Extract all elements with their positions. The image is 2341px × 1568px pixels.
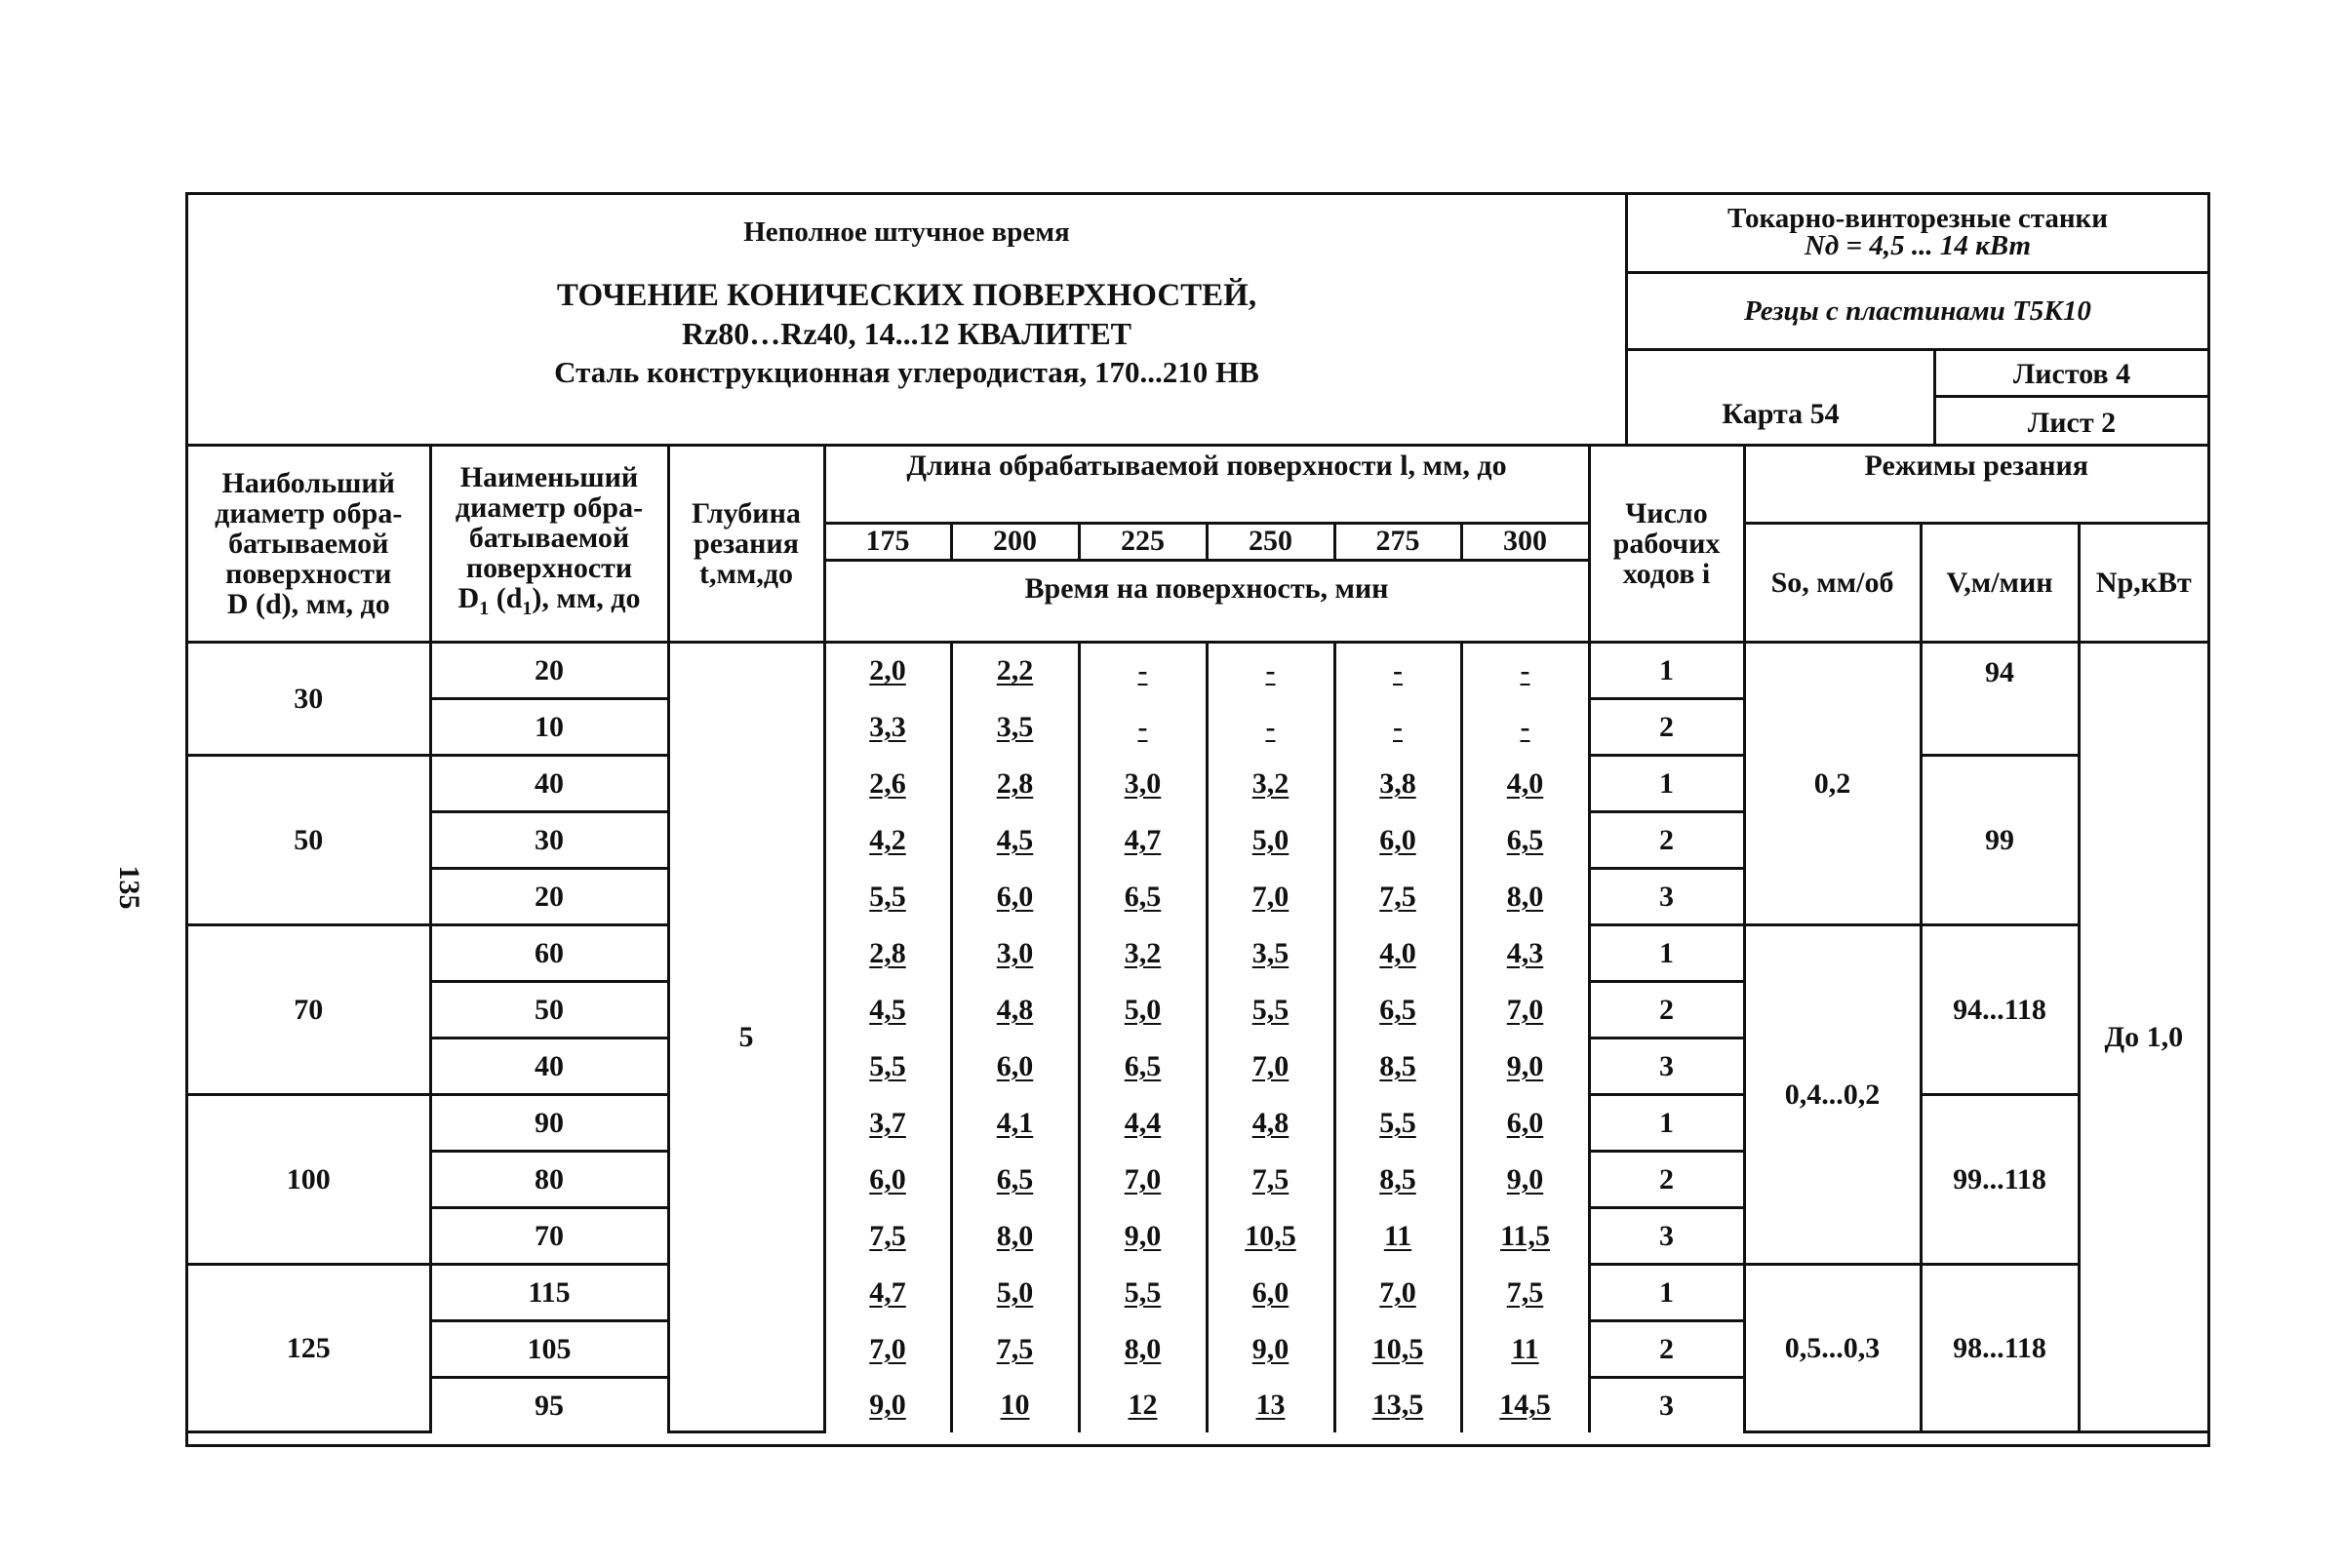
time-number: 3,2 — [1251, 766, 1290, 800]
length-200: 200 — [951, 523, 1079, 560]
time-number: 8,5 — [1379, 1162, 1416, 1196]
header-line: батываемой — [468, 522, 630, 555]
time-number: 11,5 — [1500, 1219, 1550, 1252]
time-number: 9,0 — [1251, 1332, 1290, 1365]
time-value — [951, 1264, 1079, 1320]
time-number: 5,0 — [1251, 823, 1290, 856]
machine-type — [1628, 195, 2207, 274]
time-number: 6,0 — [1251, 1275, 1290, 1309]
time-value — [1334, 1377, 1461, 1432]
time-number: 7,5 — [869, 1219, 906, 1252]
time-number: 13,5 — [1371, 1388, 1424, 1421]
min-diameter-value: 115 — [430, 1264, 668, 1320]
time-number: 2,8 — [996, 766, 1034, 800]
speed-value: 94...118 — [1921, 924, 2079, 1094]
time-value — [824, 1094, 951, 1151]
header-line: рабочих — [1612, 527, 1721, 560]
machine-power: Nд = 4,5 ... 14 кВт — [1804, 230, 2032, 261]
passes-value: 2 — [1589, 698, 1744, 755]
table-row — [188, 1264, 2207, 1320]
passes-value: 2 — [1589, 1320, 1744, 1377]
time-value — [1334, 811, 1461, 868]
header-line: Глубина — [692, 496, 801, 529]
header-line: Наибольший — [221, 466, 395, 499]
time-number: 2,2 — [996, 654, 1034, 687]
min-diameter-value: 70 — [430, 1207, 668, 1264]
time-number: 9,0 — [1506, 1162, 1544, 1196]
time-value — [1334, 755, 1461, 811]
time-value — [824, 1320, 951, 1377]
time-number: 4,3 — [1506, 936, 1544, 969]
time-number: 4,1 — [996, 1106, 1034, 1139]
header-line: D (d), мм, до — [226, 587, 390, 620]
time-number: 10 — [1000, 1388, 1030, 1421]
machine-name: Токарно-винторезные станки — [1727, 203, 2108, 234]
time-value — [951, 981, 1079, 1038]
passes-value: 2 — [1589, 981, 1744, 1038]
time-number: 3,3 — [869, 710, 906, 743]
card-title-quality: Rz80…Rz40, 14...12 КВАЛИТЕТ — [681, 316, 1132, 351]
time-value — [1334, 924, 1461, 981]
time-value — [1207, 1038, 1334, 1094]
time-number: 4,8 — [1251, 1106, 1290, 1139]
time-value — [1461, 924, 1589, 981]
time-value — [951, 924, 1079, 981]
passes-value: 3 — [1589, 868, 1744, 924]
time-value — [1334, 642, 1461, 698]
time-value — [1334, 1151, 1461, 1207]
speed-value: 99 — [1921, 755, 2079, 924]
time-value — [824, 868, 951, 924]
passes-value: 1 — [1589, 642, 1744, 698]
time-value — [1079, 1038, 1207, 1094]
header-line: $D_1$ $(d_1)$, мм, до — [457, 582, 641, 620]
max-diameter-value: 50 — [188, 755, 430, 924]
time-value — [1461, 1320, 1589, 1377]
time-number: - — [1393, 710, 1403, 743]
header-line: Число — [1625, 496, 1708, 529]
passes-value: 1 — [1589, 755, 1744, 811]
time-value — [1461, 1377, 1589, 1432]
time-value — [1207, 1207, 1334, 1264]
time-value — [1461, 1264, 1589, 1320]
time-number: - — [1265, 654, 1276, 687]
time-number: 4,5 — [996, 823, 1034, 856]
time-value — [824, 924, 951, 981]
time-value — [1461, 698, 1589, 755]
time-number: 4,7 — [1124, 823, 1162, 856]
header-line: диаметр обра- — [455, 491, 644, 525]
time-number: 5,0 — [996, 1275, 1034, 1309]
length-225: 225 — [1079, 523, 1207, 560]
time-number: 6,0 — [996, 1049, 1034, 1082]
time-value — [1079, 981, 1207, 1038]
time-number: 3,0 — [996, 936, 1034, 969]
min-diameter-value: 10 — [430, 698, 668, 755]
min-diameter-value: 40 — [430, 1038, 668, 1094]
time-value — [1334, 1264, 1461, 1320]
time-number: 7,0 — [869, 1332, 906, 1365]
time-number: 7,5 — [1379, 880, 1416, 913]
power-header: Nр,кВт — [2079, 523, 2207, 642]
time-number: 6,0 — [1506, 1106, 1544, 1139]
time-value — [1461, 1038, 1589, 1094]
time-value — [1079, 811, 1207, 868]
time-value — [1079, 1377, 1207, 1432]
time-value — [1334, 698, 1461, 755]
norm-card — [185, 192, 2210, 1447]
min-diameter-value: 30 — [430, 811, 668, 868]
time-value — [951, 1320, 1079, 1377]
time-number: 8,0 — [1506, 880, 1544, 913]
card-title-block — [188, 195, 1628, 444]
length-300: 300 — [1461, 523, 1589, 560]
time-value — [1461, 811, 1589, 868]
min-diameter-value: 20 — [430, 868, 668, 924]
time-number: 8,0 — [1124, 1332, 1162, 1365]
feed-header: So, мм/об — [1744, 523, 1921, 642]
time-value — [951, 868, 1079, 924]
time-number: 9,0 — [1124, 1219, 1162, 1252]
time-value — [1207, 924, 1334, 981]
time-number: 4,2 — [869, 823, 906, 856]
time-value — [1461, 1207, 1589, 1264]
time-number: - — [1137, 710, 1148, 743]
time-number: 8,5 — [1379, 1049, 1416, 1082]
time-number: 11 — [1383, 1219, 1412, 1252]
time-value — [824, 1207, 951, 1264]
depth-value: 5 — [668, 642, 824, 1432]
time-number: 5,0 — [1124, 993, 1162, 1026]
header-line: резания — [694, 527, 799, 560]
min-diameter-value: 50 — [430, 981, 668, 1038]
sheets-total: Листов 4 — [1936, 351, 2207, 398]
time-number: 7,5 — [996, 1332, 1034, 1365]
time-value — [1079, 1320, 1207, 1377]
time-value — [1079, 755, 1207, 811]
time-value — [1461, 642, 1589, 698]
time-number: 6,5 — [1379, 993, 1416, 1026]
time-value — [951, 1038, 1079, 1094]
time-value — [824, 981, 951, 1038]
time-number: 6,0 — [1379, 823, 1416, 856]
time-number: 12 — [1128, 1388, 1158, 1421]
time-number: 5,5 — [1379, 1106, 1416, 1139]
header-line: поверхности — [225, 557, 392, 590]
card-title-material: Сталь конструкционная углеродистая, 170...210 НВ — [554, 355, 1259, 389]
time-number: 7,0 — [1506, 993, 1544, 1026]
time-number: - — [1520, 654, 1530, 687]
time-number: 10,5 — [1371, 1332, 1424, 1365]
time-value — [824, 642, 951, 698]
time-value — [951, 698, 1079, 755]
header-line: ходов i — [1622, 557, 1711, 590]
header-line: t,мм,до — [698, 557, 794, 590]
passes-value: 2 — [1589, 811, 1744, 868]
time-number: 13 — [1255, 1388, 1286, 1421]
time-number: 4,4 — [1124, 1106, 1162, 1139]
time-number: 5,5 — [869, 880, 906, 913]
speed-value: 94 — [1921, 642, 2079, 755]
table-row — [188, 924, 2207, 981]
time-number: 6,0 — [996, 880, 1034, 913]
min-diameter-value: 60 — [430, 924, 668, 981]
min-diameter-value: 90 — [430, 1094, 668, 1151]
time-number: 4,0 — [1506, 766, 1544, 800]
time-value — [1079, 868, 1207, 924]
time-value — [824, 1038, 951, 1094]
time-number: 6,5 — [1124, 1049, 1162, 1082]
time-value — [951, 755, 1079, 811]
length-275: 275 — [1334, 523, 1461, 560]
speed-header: V,м/мин — [1921, 523, 2079, 642]
time-number: 2,6 — [869, 766, 906, 800]
page-number: 135 — [113, 865, 145, 910]
card-header — [188, 195, 2207, 447]
passes-value: 1 — [1589, 924, 1744, 981]
max-diameter-value: 125 — [188, 1264, 430, 1432]
time-value — [824, 755, 951, 811]
feed-value: 0,5...0,3 — [1744, 1264, 1921, 1432]
min-diameter-value: 20 — [430, 642, 668, 698]
time-header: Время на поверхность, мин — [824, 560, 1589, 642]
time-number: 7,0 — [1124, 1162, 1162, 1196]
time-number: 5,5 — [1124, 1275, 1162, 1309]
card-subtitle: Неполное штучное время — [743, 216, 1070, 248]
time-number: 3,5 — [1251, 936, 1290, 969]
depth-header — [668, 447, 824, 642]
time-value — [1079, 642, 1207, 698]
time-value — [1079, 1264, 1207, 1320]
time-value — [824, 1377, 951, 1432]
tool-type: Резцы с пластинами Т5К10 — [1628, 274, 2207, 351]
card-info-block — [1628, 195, 2207, 444]
modes-header: Режимы резания — [1744, 447, 2207, 523]
header-line: батываемой — [228, 527, 389, 560]
time-value — [1079, 698, 1207, 755]
time-number: 11 — [1511, 1332, 1539, 1365]
time-value — [1334, 1207, 1461, 1264]
max-diameter-value: 100 — [188, 1094, 430, 1264]
min-diameter-header — [430, 447, 668, 642]
time-value — [1207, 1264, 1334, 1320]
time-number: 3,8 — [1379, 766, 1416, 800]
passes-value: 1 — [1589, 1094, 1744, 1151]
time-value — [1207, 755, 1334, 811]
min-diameter-value: 80 — [430, 1151, 668, 1207]
time-value — [1334, 1094, 1461, 1151]
card-title: ТОЧЕНИЕ КОНИЧЕСКИХ ПОВЕРХНОСТЕЙ, — [556, 278, 1257, 313]
time-value — [1461, 1151, 1589, 1207]
feed-value: 0,4...0,2 — [1744, 924, 1921, 1264]
time-number: 7,0 — [1379, 1275, 1416, 1309]
time-number: 3,7 — [869, 1106, 906, 1139]
table-row — [188, 642, 2207, 698]
passes-value: 3 — [1589, 1377, 1744, 1432]
sheet-current: Лист 2 — [2027, 407, 2117, 439]
time-number: 6,5 — [1124, 880, 1162, 913]
time-value — [1207, 811, 1334, 868]
time-value — [951, 811, 1079, 868]
time-number: 4,0 — [1379, 936, 1416, 969]
time-value — [1461, 868, 1589, 924]
time-value — [1207, 698, 1334, 755]
time-number: 10,5 — [1245, 1219, 1296, 1252]
time-number: 8,0 — [996, 1219, 1034, 1252]
time-number: 4,8 — [996, 993, 1034, 1026]
time-number: 6,5 — [996, 1162, 1034, 1196]
time-number: 6,5 — [1506, 823, 1544, 856]
time-number: 9,0 — [869, 1388, 906, 1421]
time-number: 5,5 — [869, 1049, 906, 1082]
time-value — [1334, 981, 1461, 1038]
header-line: Наименьший — [459, 461, 639, 494]
time-number: 6,0 — [869, 1162, 906, 1196]
time-number: - — [1137, 654, 1148, 687]
feed-value: 0,2 — [1744, 642, 1921, 924]
time-value — [1207, 1094, 1334, 1151]
time-value — [1334, 1038, 1461, 1094]
time-value — [1334, 868, 1461, 924]
length-header: Длина обрабатываемой поверхности l, мм, до — [824, 447, 1589, 523]
time-number: 7,0 — [1251, 1049, 1290, 1082]
time-value — [824, 698, 951, 755]
time-value — [1079, 1207, 1207, 1264]
time-number: 7,0 — [1251, 880, 1290, 913]
time-value — [951, 1207, 1079, 1264]
time-value — [951, 1377, 1079, 1432]
time-value — [1079, 1151, 1207, 1207]
time-value — [1461, 981, 1589, 1038]
header-line: поверхности — [465, 552, 633, 585]
time-value — [1207, 1151, 1334, 1207]
passes-value: 3 — [1589, 1207, 1744, 1264]
passes-value: 3 — [1589, 1038, 1744, 1094]
length-175: 175 — [824, 523, 951, 560]
time-value — [1207, 1320, 1334, 1377]
time-value — [1079, 1094, 1207, 1151]
time-value — [1079, 924, 1207, 981]
min-diameter-value: 95 — [430, 1377, 668, 1432]
passes-value: 2 — [1589, 1151, 1744, 1207]
card-number: Карта 54 — [1628, 351, 1936, 444]
passes-header — [1589, 447, 1744, 642]
time-value — [1207, 868, 1334, 924]
time-number: - — [1393, 654, 1403, 687]
time-value — [824, 811, 951, 868]
header-line: диаметр обра- — [215, 496, 403, 529]
time-number: 2,0 — [869, 654, 906, 687]
cutting-time-table — [188, 447, 2207, 1433]
time-value — [1207, 642, 1334, 698]
time-value — [1334, 1320, 1461, 1377]
time-number: 7,5 — [1506, 1275, 1544, 1309]
time-number: - — [1265, 710, 1276, 743]
max-diameter-value: 30 — [188, 642, 430, 755]
time-number: 7,5 — [1251, 1162, 1290, 1196]
passes-value: 1 — [1589, 1264, 1744, 1320]
speed-value: 98...118 — [1921, 1264, 2079, 1432]
time-value — [951, 642, 1079, 698]
time-number: 3,5 — [996, 710, 1034, 743]
max-diameter-value: 70 — [188, 924, 430, 1094]
time-value — [951, 1151, 1079, 1207]
time-number: 4,7 — [869, 1275, 906, 1309]
time-value — [1461, 1094, 1589, 1151]
time-number: 2,8 — [869, 936, 906, 969]
time-value — [951, 1094, 1079, 1151]
time-number: 3,0 — [1124, 766, 1162, 800]
time-value — [824, 1264, 951, 1320]
time-number: 14,5 — [1499, 1388, 1551, 1421]
time-number: - — [1520, 710, 1530, 743]
time-value — [1207, 1377, 1334, 1432]
time-number: 9,0 — [1506, 1049, 1544, 1082]
max-diameter-header — [188, 447, 430, 642]
time-value — [824, 1151, 951, 1207]
speed-value: 99...118 — [1921, 1094, 2079, 1264]
length-250: 250 — [1207, 523, 1334, 560]
time-number: 3,2 — [1124, 936, 1162, 969]
power-value: До 1,0 — [2079, 642, 2207, 1432]
min-diameter-value: 105 — [430, 1320, 668, 1377]
time-value — [1461, 755, 1589, 811]
min-diameter-value: 40 — [430, 755, 668, 811]
time-value — [1207, 981, 1334, 1038]
time-number: 5,5 — [1251, 993, 1290, 1026]
time-number: 4,5 — [869, 993, 906, 1026]
